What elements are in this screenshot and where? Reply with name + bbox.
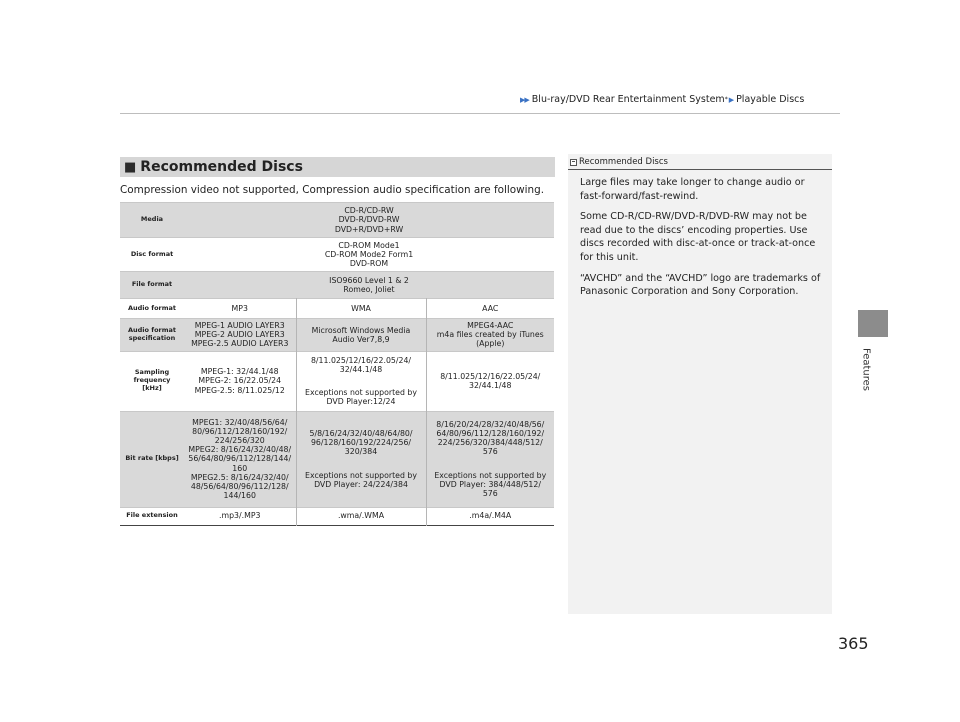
row-header: Media — [140, 215, 164, 224]
table-cell: MPEG1: 32/40/48/56/64/ 80/96/112/128/160/192/ 224/256/320 MPEG2: 8/16/24/32/40/48/ 56/64/80/96/112/128/144/ 160 MPEG2.5: 8/16/24/32/40/ 48/56/64/80/96/112/128/ 144/160 — [188, 417, 292, 501]
table-cell: MP3 — [231, 303, 248, 313]
table-row — [120, 319, 554, 352]
header-rule — [120, 113, 840, 114]
row-header: Audio format specification — [127, 325, 177, 342]
table-cell: WMA — [296, 299, 426, 319]
section-tab-label: Features — [860, 348, 872, 391]
table-cell: .wma/.WMA — [296, 507, 426, 525]
table-cell: CD-R/CD-RW DVD-R/DVD-RW DVD+R/DVD+RW — [334, 206, 404, 234]
table-cell: ISO9660 Level 1 & 2 Romeo, Joliet — [329, 275, 409, 294]
section-tab[interactable] — [858, 310, 888, 337]
note-icon — [570, 159, 577, 166]
table-cell: AAC — [426, 299, 554, 319]
sidebar-body — [580, 176, 826, 306]
table-row — [120, 299, 554, 319]
sidebar-paragraph: Large files may take longer to change audio or fast-forward/fast-rewind. — [580, 177, 805, 202]
row-header: File extension — [126, 511, 178, 520]
row-header: Audio format — [127, 303, 177, 312]
table-cell: Microsoft Windows Media Audio Ver7,8,9 — [296, 319, 426, 352]
table-cell: .m4a/.M4A — [426, 507, 554, 525]
row-header: Sampling frequency [kHz] — [133, 368, 171, 392]
page-number: 365 — [838, 634, 869, 653]
table-row — [120, 203, 554, 238]
table-cell: 8/11.025/12/16/22.05/24/ 32/44.1/48 — [426, 351, 554, 411]
table-cell: MPEG4-AAC m4a files created by iTunes (Apple) — [426, 319, 554, 352]
row-header: Bit rate [kbps] — [125, 454, 179, 463]
table-cell: 8/11.025/12/16/22.05/24/ 32/44.1/48 Exceptions not supported by DVD Player:12/24 — [296, 351, 426, 411]
table-cell: 5/8/16/24/32/40/48/64/80/ 96/128/160/192/224/256/ 320/384 Exceptions not supported by DVD Player: 24/224/384 — [296, 411, 426, 507]
intro-text: Compression video not supported, Compression audio specification are following. — [120, 184, 544, 196]
recommended-discs-table — [120, 202, 554, 526]
table-cell: MPEG-1 AUDIO LAYER3 MPEG-2 AUDIO LAYER3 MPEG-2.5 AUDIO LAYER3 — [191, 321, 289, 349]
sidebar-title: Recommended Discs — [579, 157, 668, 167]
breadcrumb-arrow-icon: ▶▶ — [520, 95, 529, 104]
notes-sidebar — [568, 154, 832, 614]
table-cell: 8/16/20/24/28/32/40/48/56/ 64/80/96/112/128/160/192/ 224/256/320/384/448/512/ 576 Exceptions not supported by DVD Player: 384/448/512/ 576 — [426, 411, 554, 507]
row-header: File format — [131, 280, 173, 289]
table-row — [120, 411, 554, 507]
heading-title: Recommended Discs — [140, 159, 303, 175]
table-cell: MPEG-1: 32/44.1/48 MPEG-2: 16/22.05/24 MPEG-2.5: 8/11.025/12 — [194, 367, 285, 395]
breadcrumb-asterisk: * — [724, 96, 728, 103]
breadcrumb-section[interactable]: Blu-ray/DVD Rear Entertainment System — [531, 94, 725, 105]
table-cell: CD-ROM Mode1 CD-ROM Mode2 Form1 DVD-ROM — [324, 240, 414, 269]
table-row — [120, 272, 554, 299]
table-row — [120, 507, 554, 525]
heading-square-icon: ■ — [124, 159, 137, 175]
sidebar-title-row — [570, 157, 832, 167]
sidebar-rule — [568, 169, 832, 170]
table-row — [120, 238, 554, 272]
breadcrumb — [520, 94, 840, 105]
section-heading — [120, 157, 555, 177]
breadcrumb-page: Playable Discs — [736, 94, 805, 105]
breadcrumb-separator-icon: ▶ — [728, 95, 735, 104]
table-cell: .mp3/.MP3 — [219, 511, 261, 521]
sidebar-paragraph: “AVCHD” and the “AVCHD” logo are trademarks of Panasonic Corporation and Sony Corporation. — [580, 272, 821, 298]
sidebar-paragraph: Some CD-R/CD-RW/DVD-R/DVD-RW may not be read due to the discs’ encoding properties. Use discs recorded with disc-at-once or track-at-once for this unit. — [580, 211, 816, 264]
table-row — [120, 351, 554, 411]
row-header: Disc format — [130, 249, 174, 258]
